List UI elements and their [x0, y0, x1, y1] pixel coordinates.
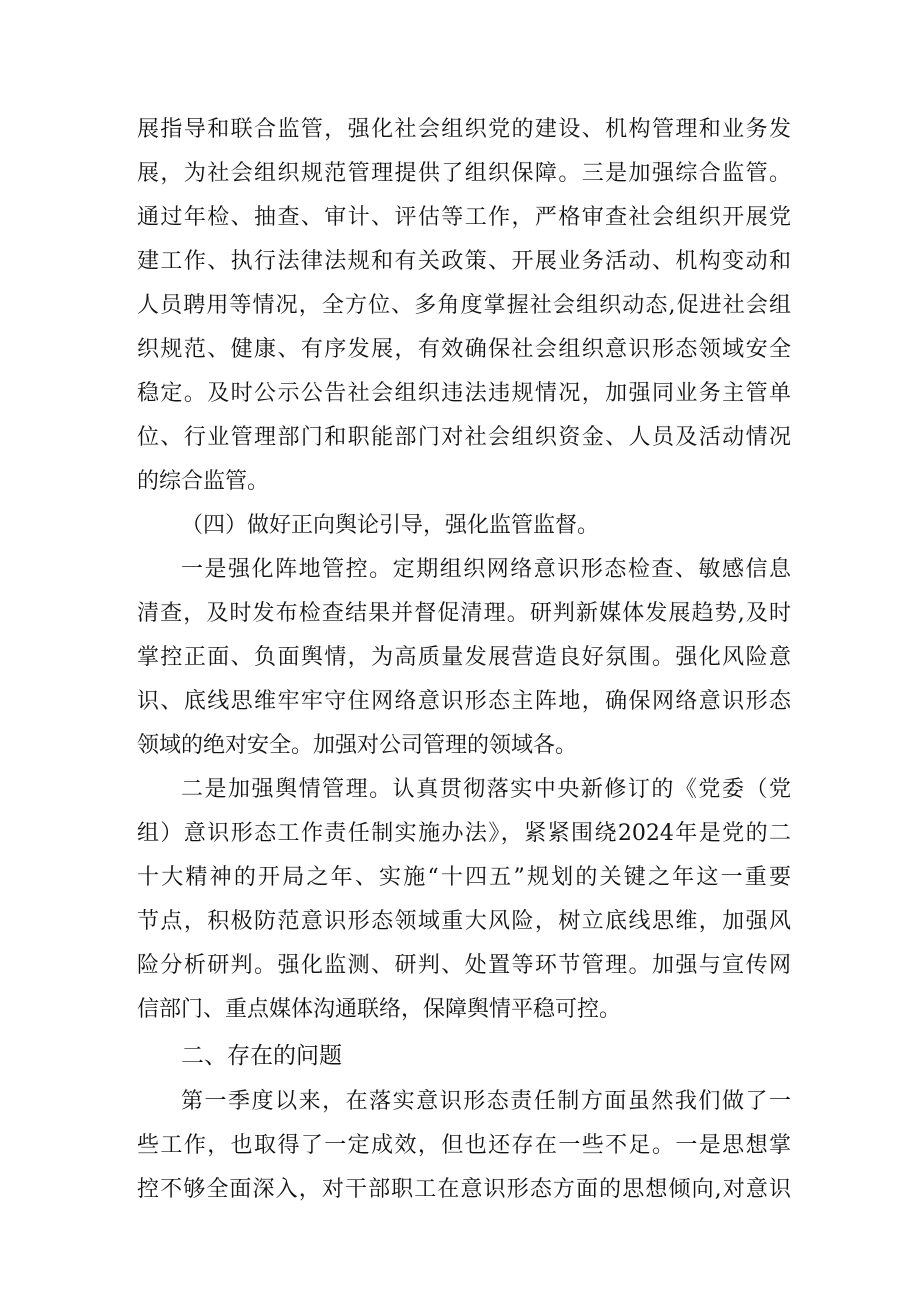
text-line: 织规范、健康、有序发展，有效确保社会组织意识形态领域安全: [137, 337, 791, 362]
text-line: 建工作、执行法律法规和有关政策、开展业务活动、机构变动和: [137, 249, 791, 274]
text-line: 二是加强舆情管理。认真贯彻落实中央新修订的《党委（党: [181, 777, 791, 802]
text-line: 十大精神的开局之年、实施“十四五”规划的关键之年这一重要: [137, 865, 791, 890]
text-line: 些工作，也取得了一定成效，但也还存在一些不足。一是思想掌: [137, 1133, 791, 1158]
text-line: 展指导和联合监管，强化社会组织党的建设、机构管理和业务发: [137, 117, 791, 142]
paragraph-comprehensive-supervision: [137, 108, 791, 504]
text-line: 一是强化阵地管控。定期组织网络意识形态检查、敏感信息: [181, 557, 791, 582]
text-line: 稳定。及时公示公告社会组织违法违规情况，加强同业务主管单: [137, 381, 791, 406]
subheading-text: （四）做好正向舆论引导，强化监管监督。: [181, 513, 600, 538]
paragraph-shortcomings: [137, 1080, 791, 1212]
section-heading-text: 二、存在的问题: [181, 1043, 342, 1069]
text-line: 识、底线思维牢牢守住网络意识形态主阵地，确保网络意识形态: [137, 689, 791, 714]
section-heading-existing-problems: [137, 1033, 791, 1079]
paragraph-position-control: [137, 548, 791, 768]
text-line: 掌控正面、负面舆情，为高质量发展营造良好氛围。强化风险意: [137, 645, 791, 670]
text-line: 组）意识形态工作责任制实施办法》，紧紧围绕2024年是党的二: [137, 821, 791, 846]
text-line: 险分析研判。强化监测、研判、处置等环节管理。加强与宣传网: [137, 953, 791, 978]
text-line: 控不够全面深入，对干部职工在意识形态方面的思想倾向,对意识: [137, 1177, 791, 1202]
subheading-section-4: [137, 504, 791, 548]
text-line: 展，为社会组织规范管理提供了组织保障。三是加强综合监管。: [137, 161, 791, 186]
text-line: 通过年检、抽查、审计、评估等工作，严格审查社会组织开展党: [137, 205, 791, 230]
text-line: 节点，积极防范意识形态领域重大风险，树立底线思维，加强风: [137, 909, 791, 934]
text-line: 人员聘用等情况，全方位、多角度掌握社会组织动态,促进社会组: [137, 293, 791, 318]
text-line: 清查，及时发布检查结果并督促清理。研判新媒体发展趋势,及时: [137, 601, 791, 626]
text-line: 位、行业管理部门和职能部门对社会组织资金、人员及活动情况: [137, 425, 791, 450]
text-line: 领域的绝对安全。加强对公司管理的领域各。: [137, 733, 578, 758]
text-line: 信部门、重点媒体沟通联络，保障舆情平稳可控。: [137, 997, 622, 1022]
paragraph-public-opinion-management: [137, 768, 791, 1032]
text-line: 第一季度以来，在落实意识形态责任制方面虽然我们做了一: [181, 1089, 791, 1114]
text-line: 的综合监管。: [137, 469, 270, 494]
